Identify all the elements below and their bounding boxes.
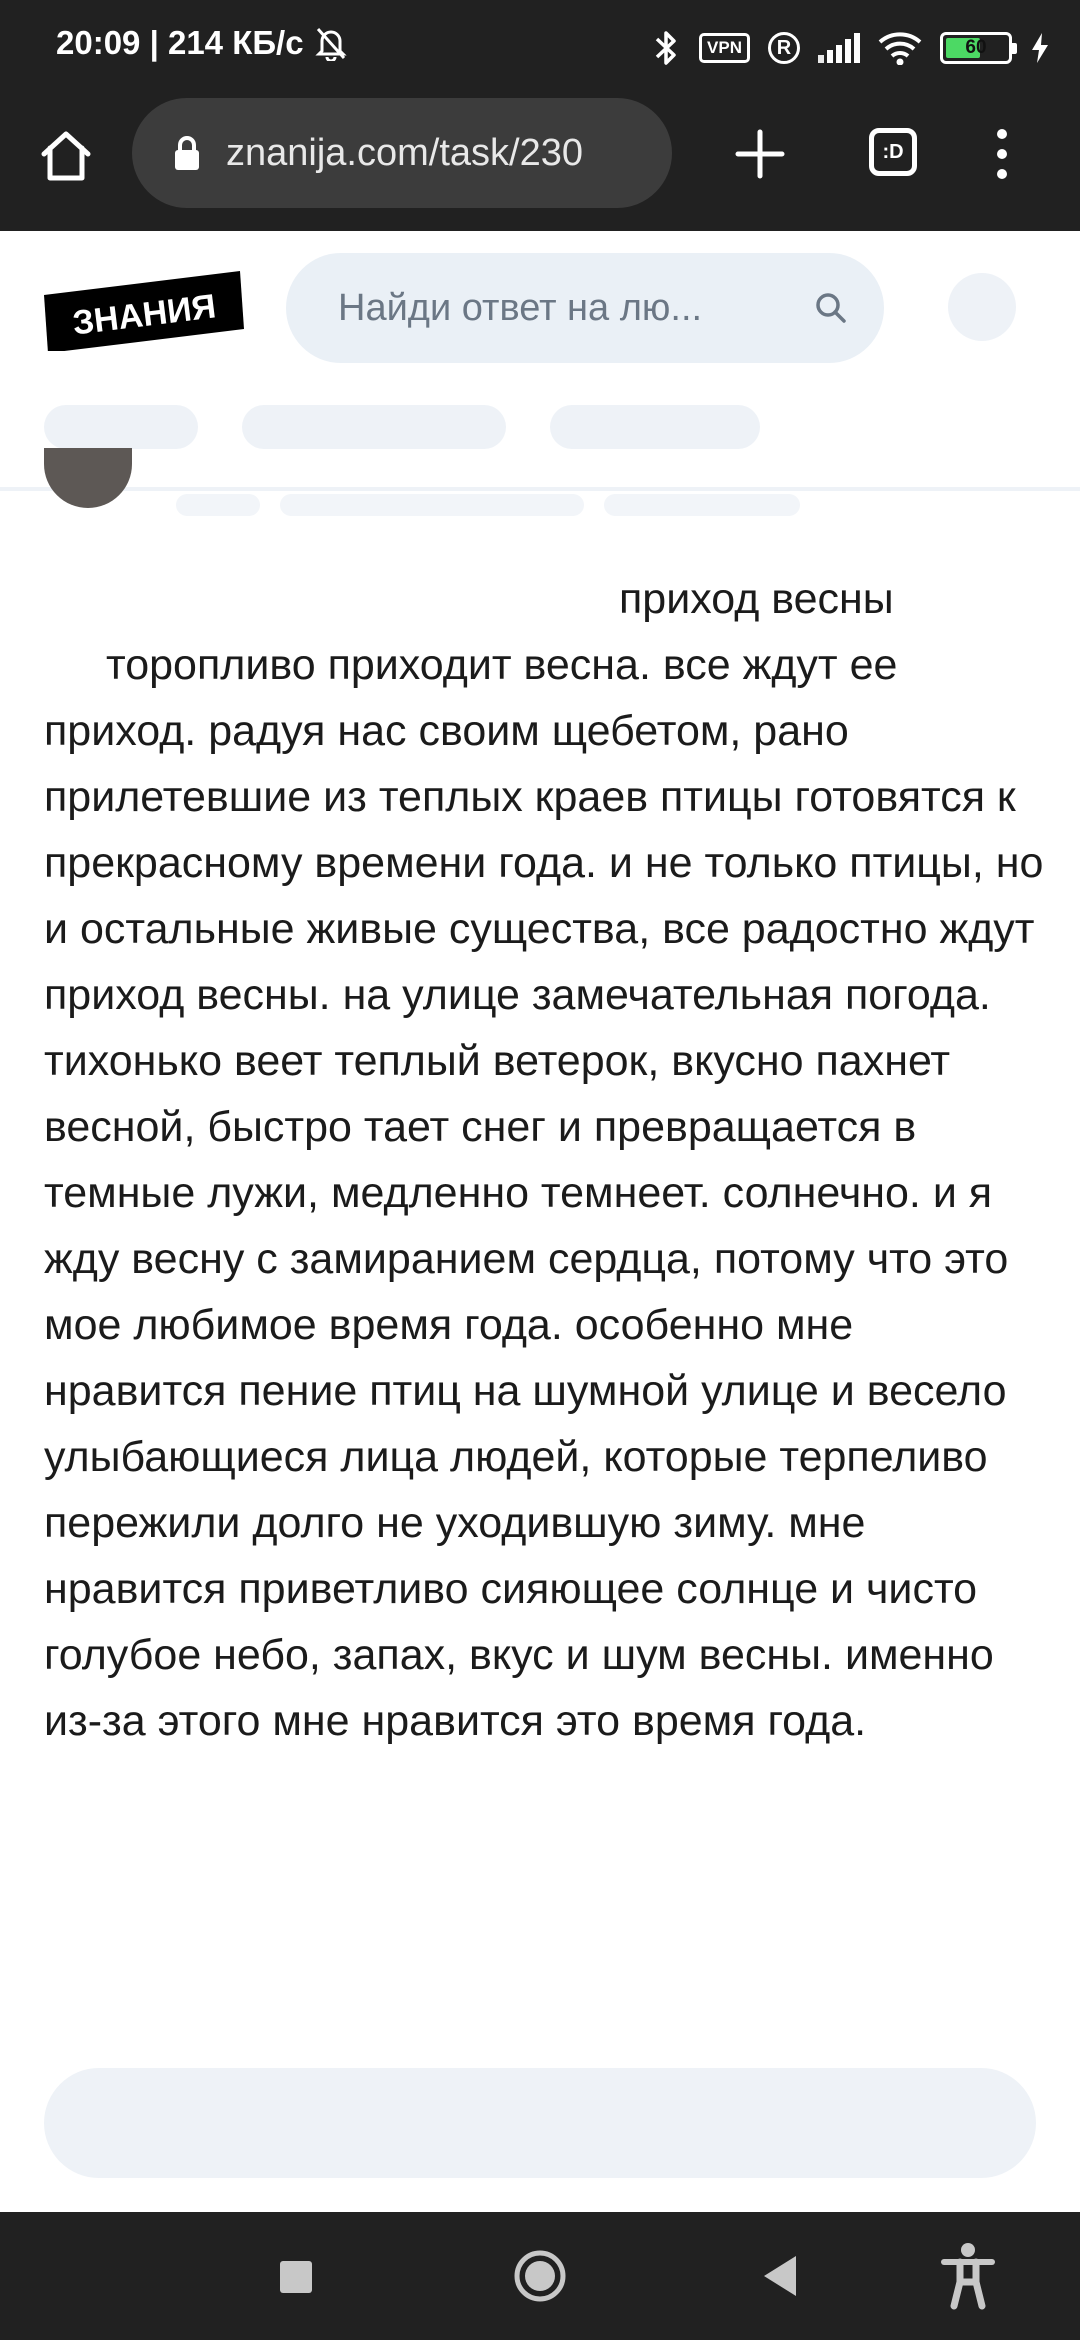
bottom-action-placeholder[interactable]	[44, 2068, 1036, 2178]
bluetooth-icon	[651, 28, 681, 68]
url-text: znanija.com/task/230	[226, 131, 583, 174]
battery-level: 60	[965, 37, 987, 58]
skeleton-line	[604, 494, 800, 516]
user-avatar-placeholder[interactable]	[948, 273, 1016, 341]
status-right	[651, 28, 1050, 68]
answer-body: торопливо приходит весна. все ждут ее приход. радуя нас своим щебетом, рано прилетевшие из теплых краев птицы готовятся к прекрасному времени года. и не только птицы, но и остальные живые существа, все радостно ждут приход весны. на улице замечательная погода. тихонько веет теплый ветерок, вкусно пахнет весной, быстро тает снег и превращается в темные лужи, медленно темнеет. солнечно. и я жду весну с замиранием сердца, потому что это мое любимое время года. особенно мне нравится пение птиц на шумной улице и весело улыбающиеся лица людей, которые терпеливо пережили долго не уходившую зиму. мне нравится приветливо сияющее солнце и чисто голубое небо, запах, вкус и шум весны. именно из-за этого мне нравится это время года.	[44, 641, 1044, 1745]
system-nav-bar	[0, 2212, 1080, 2340]
skeleton-tab	[550, 405, 760, 449]
accessibility-icon[interactable]	[940, 2242, 996, 2310]
answer-text	[44, 566, 1044, 1754]
tabs-label: :D	[882, 140, 904, 163]
skeleton-tab	[242, 405, 506, 449]
wifi-icon	[878, 31, 922, 65]
nav-home-icon[interactable]	[512, 2248, 568, 2304]
tabs-icon[interactable]	[869, 128, 917, 176]
search-input[interactable]	[336, 286, 770, 331]
status-time-speed: 20:09 | 214 КБ/с	[56, 24, 304, 61]
home-icon[interactable]	[36, 126, 96, 186]
search-box[interactable]	[286, 253, 884, 363]
vpn-badge: VPN	[699, 33, 750, 63]
status-left	[56, 24, 348, 62]
logo-text: ЗНАНИЯ	[70, 287, 218, 343]
status-bar	[0, 0, 1080, 94]
author-avatar[interactable]	[44, 448, 132, 508]
url-bar[interactable]	[132, 98, 672, 208]
answer-title: приход весны	[619, 575, 894, 623]
back-icon[interactable]	[760, 2254, 800, 2298]
recents-icon[interactable]	[280, 2261, 312, 2293]
bell-off-icon	[314, 25, 348, 61]
r-badge: R	[768, 32, 800, 64]
charging-icon	[1030, 32, 1050, 64]
skeleton-line	[176, 494, 260, 516]
battery-indicator	[940, 32, 1012, 64]
browser-toolbar	[0, 94, 1080, 231]
site-header	[0, 231, 1080, 491]
search-icon[interactable]	[814, 291, 848, 325]
plus-icon[interactable]	[730, 124, 790, 184]
signal-icon	[818, 33, 860, 63]
lock-icon	[172, 135, 202, 171]
menu-icon[interactable]	[984, 124, 1020, 184]
skeleton-line	[280, 494, 584, 516]
skeleton-tab	[44, 405, 198, 449]
znanija-logo[interactable]	[44, 271, 244, 351]
